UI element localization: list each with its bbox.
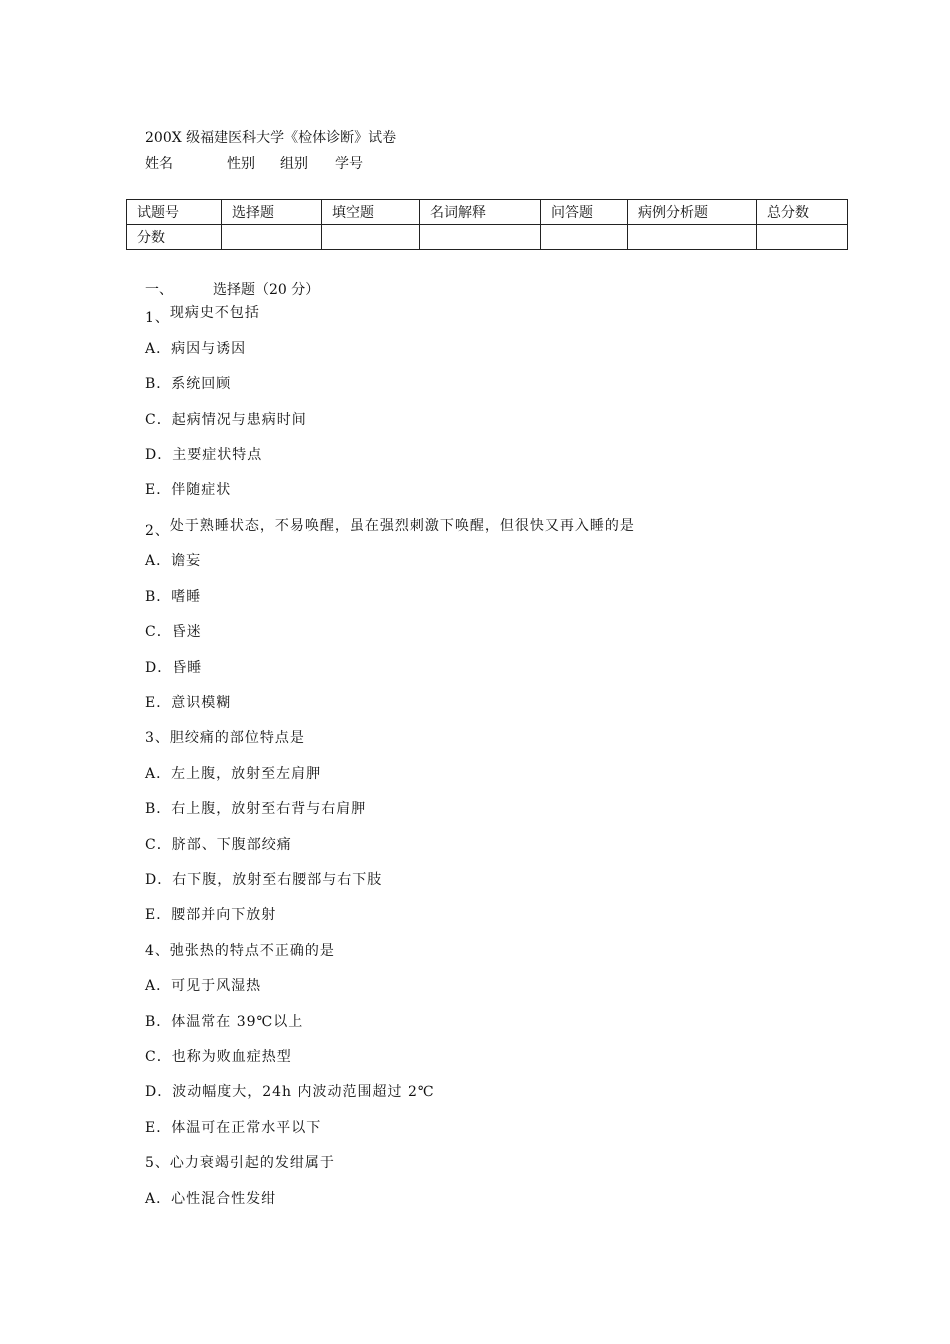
option-line: A．可见于风湿热 [145, 978, 262, 994]
option-line: C．脐部、下腹部绞痛 [145, 837, 292, 853]
score-cell[interactable] [420, 225, 541, 250]
option-line: A．谵妄 [145, 553, 202, 569]
option-line: B．系统回顾 [145, 376, 232, 392]
exam-title: 200X 级福建医科大学《检体诊断》试卷 [145, 130, 397, 146]
option-line: C．也称为败血症热型 [145, 1049, 292, 1065]
name-label: 姓名 [145, 156, 173, 172]
student-id-label: 学号 [335, 156, 363, 172]
option-line: D．波动幅度大，24h 内波动范围超过 2℃ [145, 1084, 435, 1100]
header-cell: 病例分析题 [628, 200, 757, 225]
gender-label: 性别 [227, 156, 255, 172]
group-label: 组别 [280, 156, 308, 172]
option-line: E．体温可在正常水平以下 [145, 1120, 322, 1136]
header-cell: 填空题 [322, 200, 420, 225]
row-label-cell: 分数 [127, 225, 222, 250]
section-heading [145, 279, 319, 299]
option-line: B．右上腹，放射至右背与右肩胛 [145, 801, 367, 817]
score-cell[interactable] [322, 225, 420, 250]
score-table-score-row [127, 225, 848, 250]
score-cell[interactable] [541, 225, 628, 250]
option-line: D．右下腹，放射至右腰部与右下肢 [145, 872, 383, 888]
option-line: C．起病情况与患病时间 [145, 412, 307, 428]
header-cell: 选择题 [222, 200, 322, 225]
question-stem: 5、心力衰竭引起的发绀属于 [145, 1155, 335, 1171]
score-cell[interactable] [222, 225, 322, 250]
option-line: A．心性混合性发绀 [145, 1191, 277, 1207]
option-line: A．左上腹，放射至左肩胛 [145, 766, 322, 782]
header-cell: 名词解释 [420, 200, 541, 225]
option-line: D．昏睡 [145, 660, 203, 676]
question-number: 2、 [145, 523, 170, 539]
question-stem: 2、处于熟睡状态，不易唤醒，虽在强烈刺激下唤醒，但很快又再入睡的是 [145, 518, 635, 539]
question-stem: 4、弛张热的特点不正确的是 [145, 943, 335, 959]
header-cell: 试题号 [127, 200, 222, 225]
question-stem: 3、胆绞痛的部位特点是 [145, 730, 305, 746]
option-line: D．主要症状特点 [145, 447, 263, 463]
option-line: E．意识模糊 [145, 695, 232, 711]
section-title: 选择题（20 分） [213, 282, 320, 298]
option-line: B．嗜睡 [145, 589, 202, 605]
option-line: E．伴随症状 [145, 482, 232, 498]
score-table [126, 199, 848, 250]
section-number: 一、 [145, 282, 173, 298]
option-line: E．腰部并向下放射 [145, 907, 277, 923]
student-info-row [145, 153, 363, 173]
score-table-header-row [127, 200, 848, 225]
score-cell[interactable] [628, 225, 757, 250]
question-stem: 1、现病史不包括 [145, 305, 260, 326]
option-line: A．病因与诱因 [145, 341, 247, 357]
option-line: C．昏迷 [145, 624, 202, 640]
header-cell: 总分数 [757, 200, 848, 225]
option-line: B．体温常在 39℃以上 [145, 1014, 304, 1030]
score-cell[interactable] [757, 225, 848, 250]
header-cell: 问答题 [541, 200, 628, 225]
question-number: 1、 [145, 310, 170, 326]
